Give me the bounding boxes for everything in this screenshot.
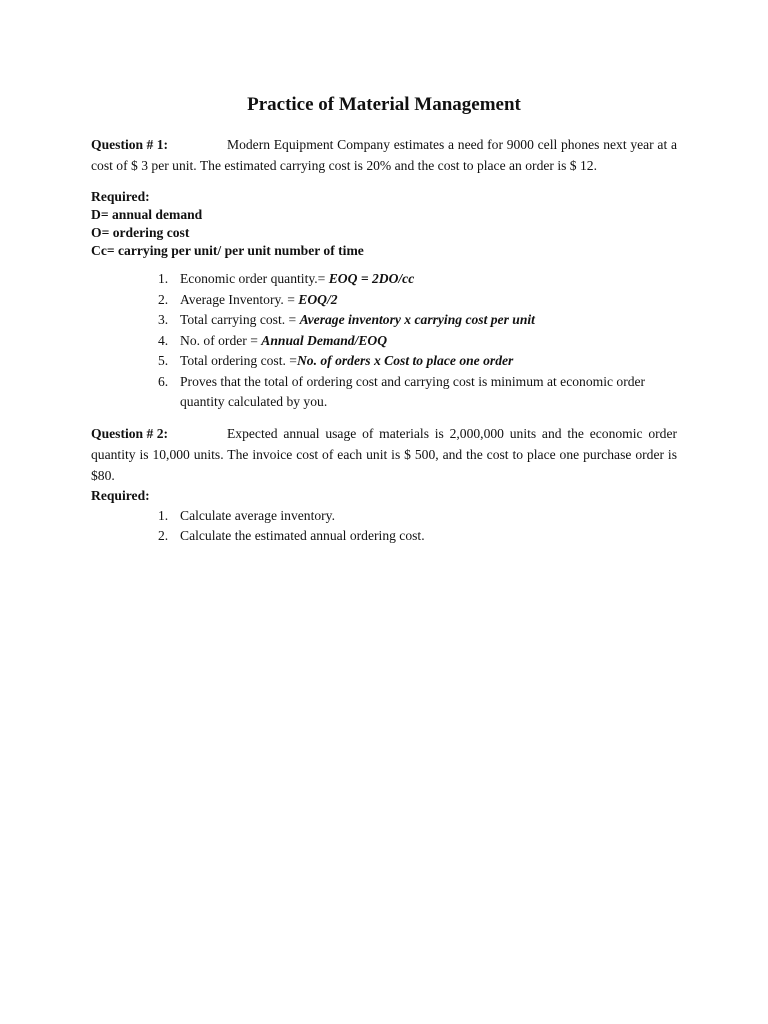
list-item (91, 351, 677, 372)
list-item-number: 1. (158, 507, 169, 523)
document-page (91, 92, 677, 547)
list-item-text: Total carrying cost. = (180, 312, 300, 327)
list-item-text: Total ordering cost. = (180, 353, 297, 368)
list-item (91, 310, 677, 331)
document-title: Practice of Material Management (247, 94, 521, 115)
question-2-required-heading: Required: (91, 487, 150, 503)
list-item (91, 506, 677, 527)
list-item (91, 269, 677, 290)
question-1-paragraph (91, 134, 677, 176)
definition-ordering-cost: O= ordering cost (91, 225, 190, 240)
list-item (91, 526, 677, 547)
list-item-formula: Average inventory x carrying cost per unit (299, 312, 535, 327)
list-item-number: 6. (158, 373, 169, 389)
question-2-label: Question # 2: (91, 425, 169, 441)
question-1-list (91, 269, 677, 413)
list-item (91, 331, 677, 352)
list-item-formula: EOQ = 2DO/cc (328, 271, 415, 286)
question-1-label: Question # 1: (91, 137, 169, 152)
question-2-list (91, 506, 677, 547)
list-item-formula: Annual Demand/EOQ (261, 332, 388, 348)
list-item-text: Proves that the total of ordering cost and carrying cost is minimum at economic order quantity calculated by you. (180, 373, 646, 409)
list-item-formula: EOQ/2 (298, 291, 338, 307)
list-item-number: 4. (158, 332, 169, 348)
question-1-required-block (91, 188, 677, 260)
question-2-text: Expected annual usage of materials is 2,000,000 units and the economic order quantity is 10,000 units. The invoice cost of each unit is $ 500, and the cost to place one purchase order is $80. (91, 425, 677, 483)
list-item-text: No. of order = (180, 332, 262, 348)
list-item (91, 372, 677, 413)
list-item-number: 3. (158, 312, 169, 327)
definition-demand: D= annual demand (91, 207, 203, 222)
list-item-text: Average Inventory. = (180, 291, 299, 307)
list-item-number: 1. (158, 271, 169, 286)
list-item-number: 2. (158, 291, 169, 307)
list-item-number: 5. (158, 353, 169, 368)
list-item-text: Calculate average inventory. (180, 507, 335, 523)
question-1-required-heading: Required: (91, 189, 150, 204)
list-item-text: Calculate the estimated annual ordering cost. (180, 528, 425, 543)
list-item-formula: No. of orders x Cost to place one order (296, 353, 514, 368)
definition-carrying-cost: Cc= carrying per unit/ per unit number of time (91, 243, 364, 258)
list-item (91, 290, 677, 311)
list-item-number: 2. (158, 528, 169, 543)
question-2-paragraph (91, 423, 677, 486)
question-1-text: Modern Equipment Company estimates a need for 9000 cell phones next year at a cost of $ 3 per unit. The estimated carrying cost is 20% and the cost to place an order is $ 12. (91, 137, 677, 173)
list-item-text: Economic order quantity.= (180, 271, 329, 286)
